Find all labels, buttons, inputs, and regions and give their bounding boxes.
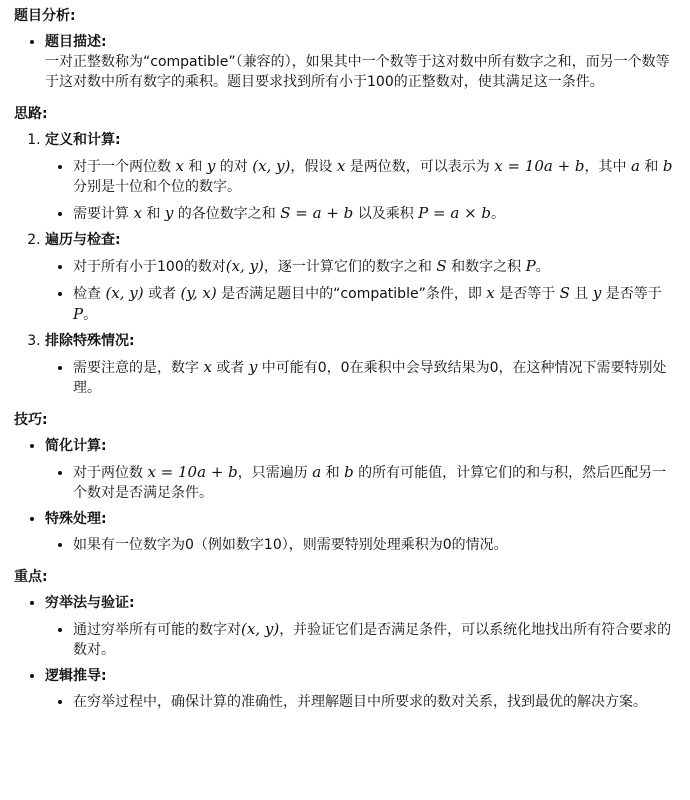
tip2-label: 特殊处理: [45, 511, 107, 527]
key1-bullet-1: • 通过穷举所有可能的数字对(x, y)，并验证它们是否满足条件，可以系统化地找出所有符合要求的数对。 [73, 619, 676, 660]
step1-label: 定义和计算: [45, 132, 121, 148]
analysis-heading: 题目分析: [14, 8, 76, 24]
tips-heading: 技巧: [14, 412, 48, 428]
tip-1 [45, 436, 676, 503]
step3-bullet-1: • 需要注意的是，数字 x 或者 y 中可能有0，0在乘积中会导致结果为0，在这种情况下需要特别处理。 [73, 357, 676, 398]
step3-bullets [45, 357, 676, 398]
tip2-bullets [45, 535, 676, 555]
desc-text: 一对正整数称为“compatible”（兼容的），如果其中一个数等于这对数中所有数字之和，而另一个数等于这对数中所有数字的乘积。题目要求找到所有小于100的正整数对，使其满足这一条件。 [45, 54, 670, 90]
step1-bullet-2: • 需要计算 x 和 y 的各位数字之和 S = a + b 以及乘积 P = a × b。 [73, 203, 676, 224]
step2-label: 遍历与检查: [45, 232, 121, 248]
section-tips [14, 410, 676, 555]
step-1 [45, 130, 676, 224]
tip-2 [45, 509, 676, 555]
thinking-steps [14, 130, 676, 398]
tip1-label: 简化计算: [45, 438, 107, 454]
analysis-list [14, 32, 676, 92]
step2-bullets [45, 256, 676, 325]
tips-list [14, 436, 676, 555]
key2-bullets [45, 692, 676, 712]
key1-bullets [45, 619, 676, 660]
step1-bullet-1: • 对于一个两位数 x 和 y 的对 (x, y)，假设 x 是两位数，可以表示为 x = 10a + b，其中 a 和 b 分别是十位和个位的数字。 [73, 156, 676, 197]
desc-label: 题目描述: [45, 34, 107, 50]
section-thinking [14, 104, 676, 398]
analysis-item [45, 32, 676, 92]
thinking-heading: 思路: [14, 106, 48, 122]
key-heading: 重点: [14, 569, 48, 585]
key2-label: 逻辑推导: [45, 668, 107, 684]
key-list [14, 593, 676, 712]
step1-bullets [45, 156, 676, 224]
tip1-bullets [45, 462, 676, 503]
key1-label: 穷举法与验证: [45, 595, 135, 611]
step2-bullet-1: • 对于所有小于100的数对(x, y)，逐一计算它们的数字之和 S 和数字之积 P。 [73, 256, 676, 277]
step3-label: 排除特殊情况: [45, 333, 135, 349]
step-3 [45, 331, 676, 398]
key-2 [45, 666, 676, 712]
key-1 [45, 593, 676, 660]
section-key [14, 567, 676, 712]
step-2 [45, 230, 676, 325]
key2-bullet-1: • 在穷举过程中，确保计算的准确性，并理解题目中所要求的数对关系，找到最优的解决方案。 [73, 692, 676, 712]
tip2-bullet-1: • 如果有一位数字为0（例如数字10），则需要特别处理乘积为0的情况。 [73, 535, 676, 555]
section-analysis [14, 6, 676, 92]
tip1-bullet-1: • 对于两位数 x = 10a + b，只需遍历 a 和 b 的所有可能值，计算它们的和与积，然后匹配另一个数对是否满足条件。 [73, 462, 676, 503]
step2-bullet-2: • 检查 (x, y) 或者 (y, x) 是否满足题目中的“compatible”条件，即 x 是否等于 S 且 y 是否等于 P。 [73, 283, 676, 325]
